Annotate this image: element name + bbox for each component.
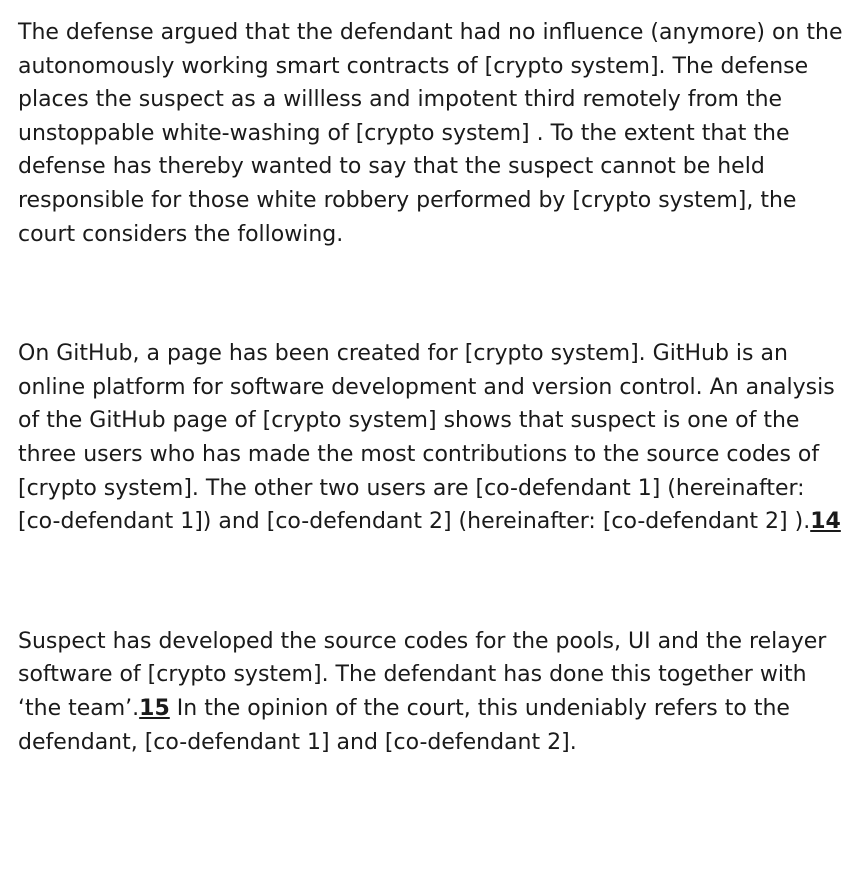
- paragraph-github: [18, 337, 854, 539]
- paragraph-defense-argument: [18, 16, 854, 251]
- paragraph-text: In the opinion of the court, this undeniably refers to the defendant, [co-defendant 1] and [co-defendant 2].: [18, 695, 790, 755]
- paragraph-source-codes: [18, 625, 854, 759]
- document-body: [18, 16, 854, 759]
- footnote-link-14[interactable]: 14: [810, 509, 841, 535]
- paragraph-text: On GitHub, a page has been created for [crypto system]. GitHub is an online platform for software development and version control. An analysis of the GitHub page of [crypto system] shows that suspect is one of the three users who has made the most contributions to the source codes of [crypto system]. The other two users are [co-defendant 1] (hereinafter: [co-defendant 1]) and [co-defendant 2] (hereinafter: [co-defendant 2] ).: [18, 341, 835, 535]
- paragraph-text: The defense argued that the defendant had no influence (anymore) on the autonomously working smart contracts of [crypto system]. The defense places the suspect as a willless and impotent third remotely from the unstoppable white-washing of [crypto system] . To the extent that the defense has thereby wanted to say that the suspect cannot be held responsible for those white robbery performed by [crypto system], the court considers the following.: [18, 20, 843, 247]
- footnote-link-15[interactable]: 15: [139, 695, 170, 721]
- paragraph-text: Suspect has developed the source codes for the pools, UI and the relayer software of [crypto system]. The defendant has done this together with ‘the team’.: [18, 628, 827, 721]
